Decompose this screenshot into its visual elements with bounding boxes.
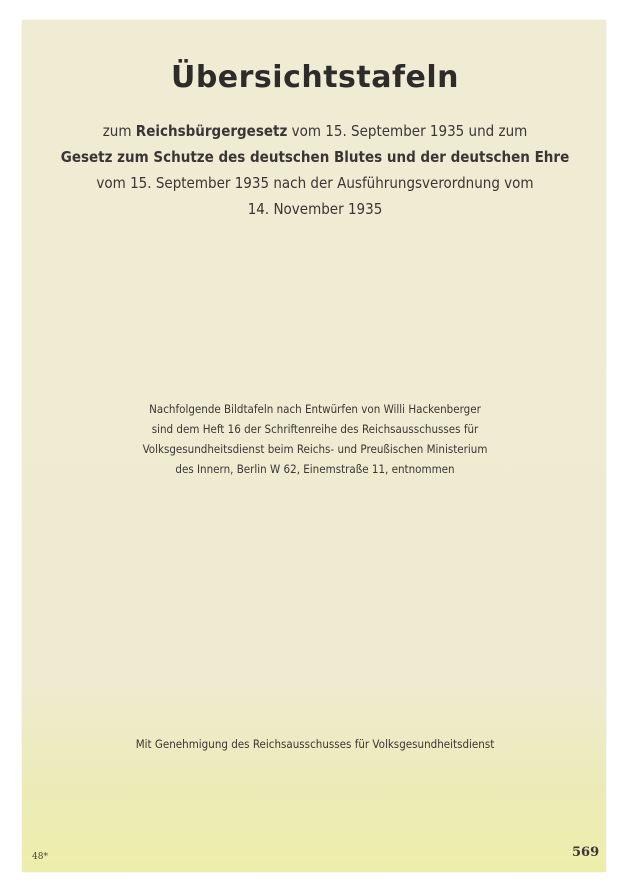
subtitle-line-3: vom 15. September 1935 nach der Ausführungsverordnung vom xyxy=(96,174,534,192)
subtitle-line-1-post: vom 15. September 1935 und zum xyxy=(287,122,528,140)
source-note-line-2: sind dem Heft 16 der Schriftenreihe des Reichsausschusses für xyxy=(151,422,479,436)
signature-mark: 48* xyxy=(32,852,48,862)
subtitle-block xyxy=(40,118,590,222)
permission-note: Mit Genehmigung des Reichsausschusses für Volksgesundheitsdienst xyxy=(135,737,495,751)
subtitle-line-2: Gesetz zum Schutze des deutschen Blutes und der deutschen Ehre xyxy=(60,148,570,166)
subtitle-line-1 xyxy=(40,118,590,144)
subtitle-law-name: Reichsbürgergesetz xyxy=(135,122,288,140)
page-title: Übersichtstafeln xyxy=(170,60,460,95)
subtitle-line-1-pre: zum xyxy=(102,122,136,140)
source-note-line-1: Nachfolgende Bildtafeln nach Entwürfen von Willi Hackenberger xyxy=(149,402,481,416)
source-note-line-3: Volksgesundheitsdienst beim Reichs- und Preußischen Ministerium xyxy=(142,442,488,456)
subtitle-line-4: 14. November 1935 xyxy=(247,200,383,218)
source-note-line-4: des Innern, Berlin W 62, Einemstraße 11, entnommen xyxy=(175,462,455,476)
page-number: 569 xyxy=(572,845,600,860)
source-note xyxy=(110,399,520,479)
